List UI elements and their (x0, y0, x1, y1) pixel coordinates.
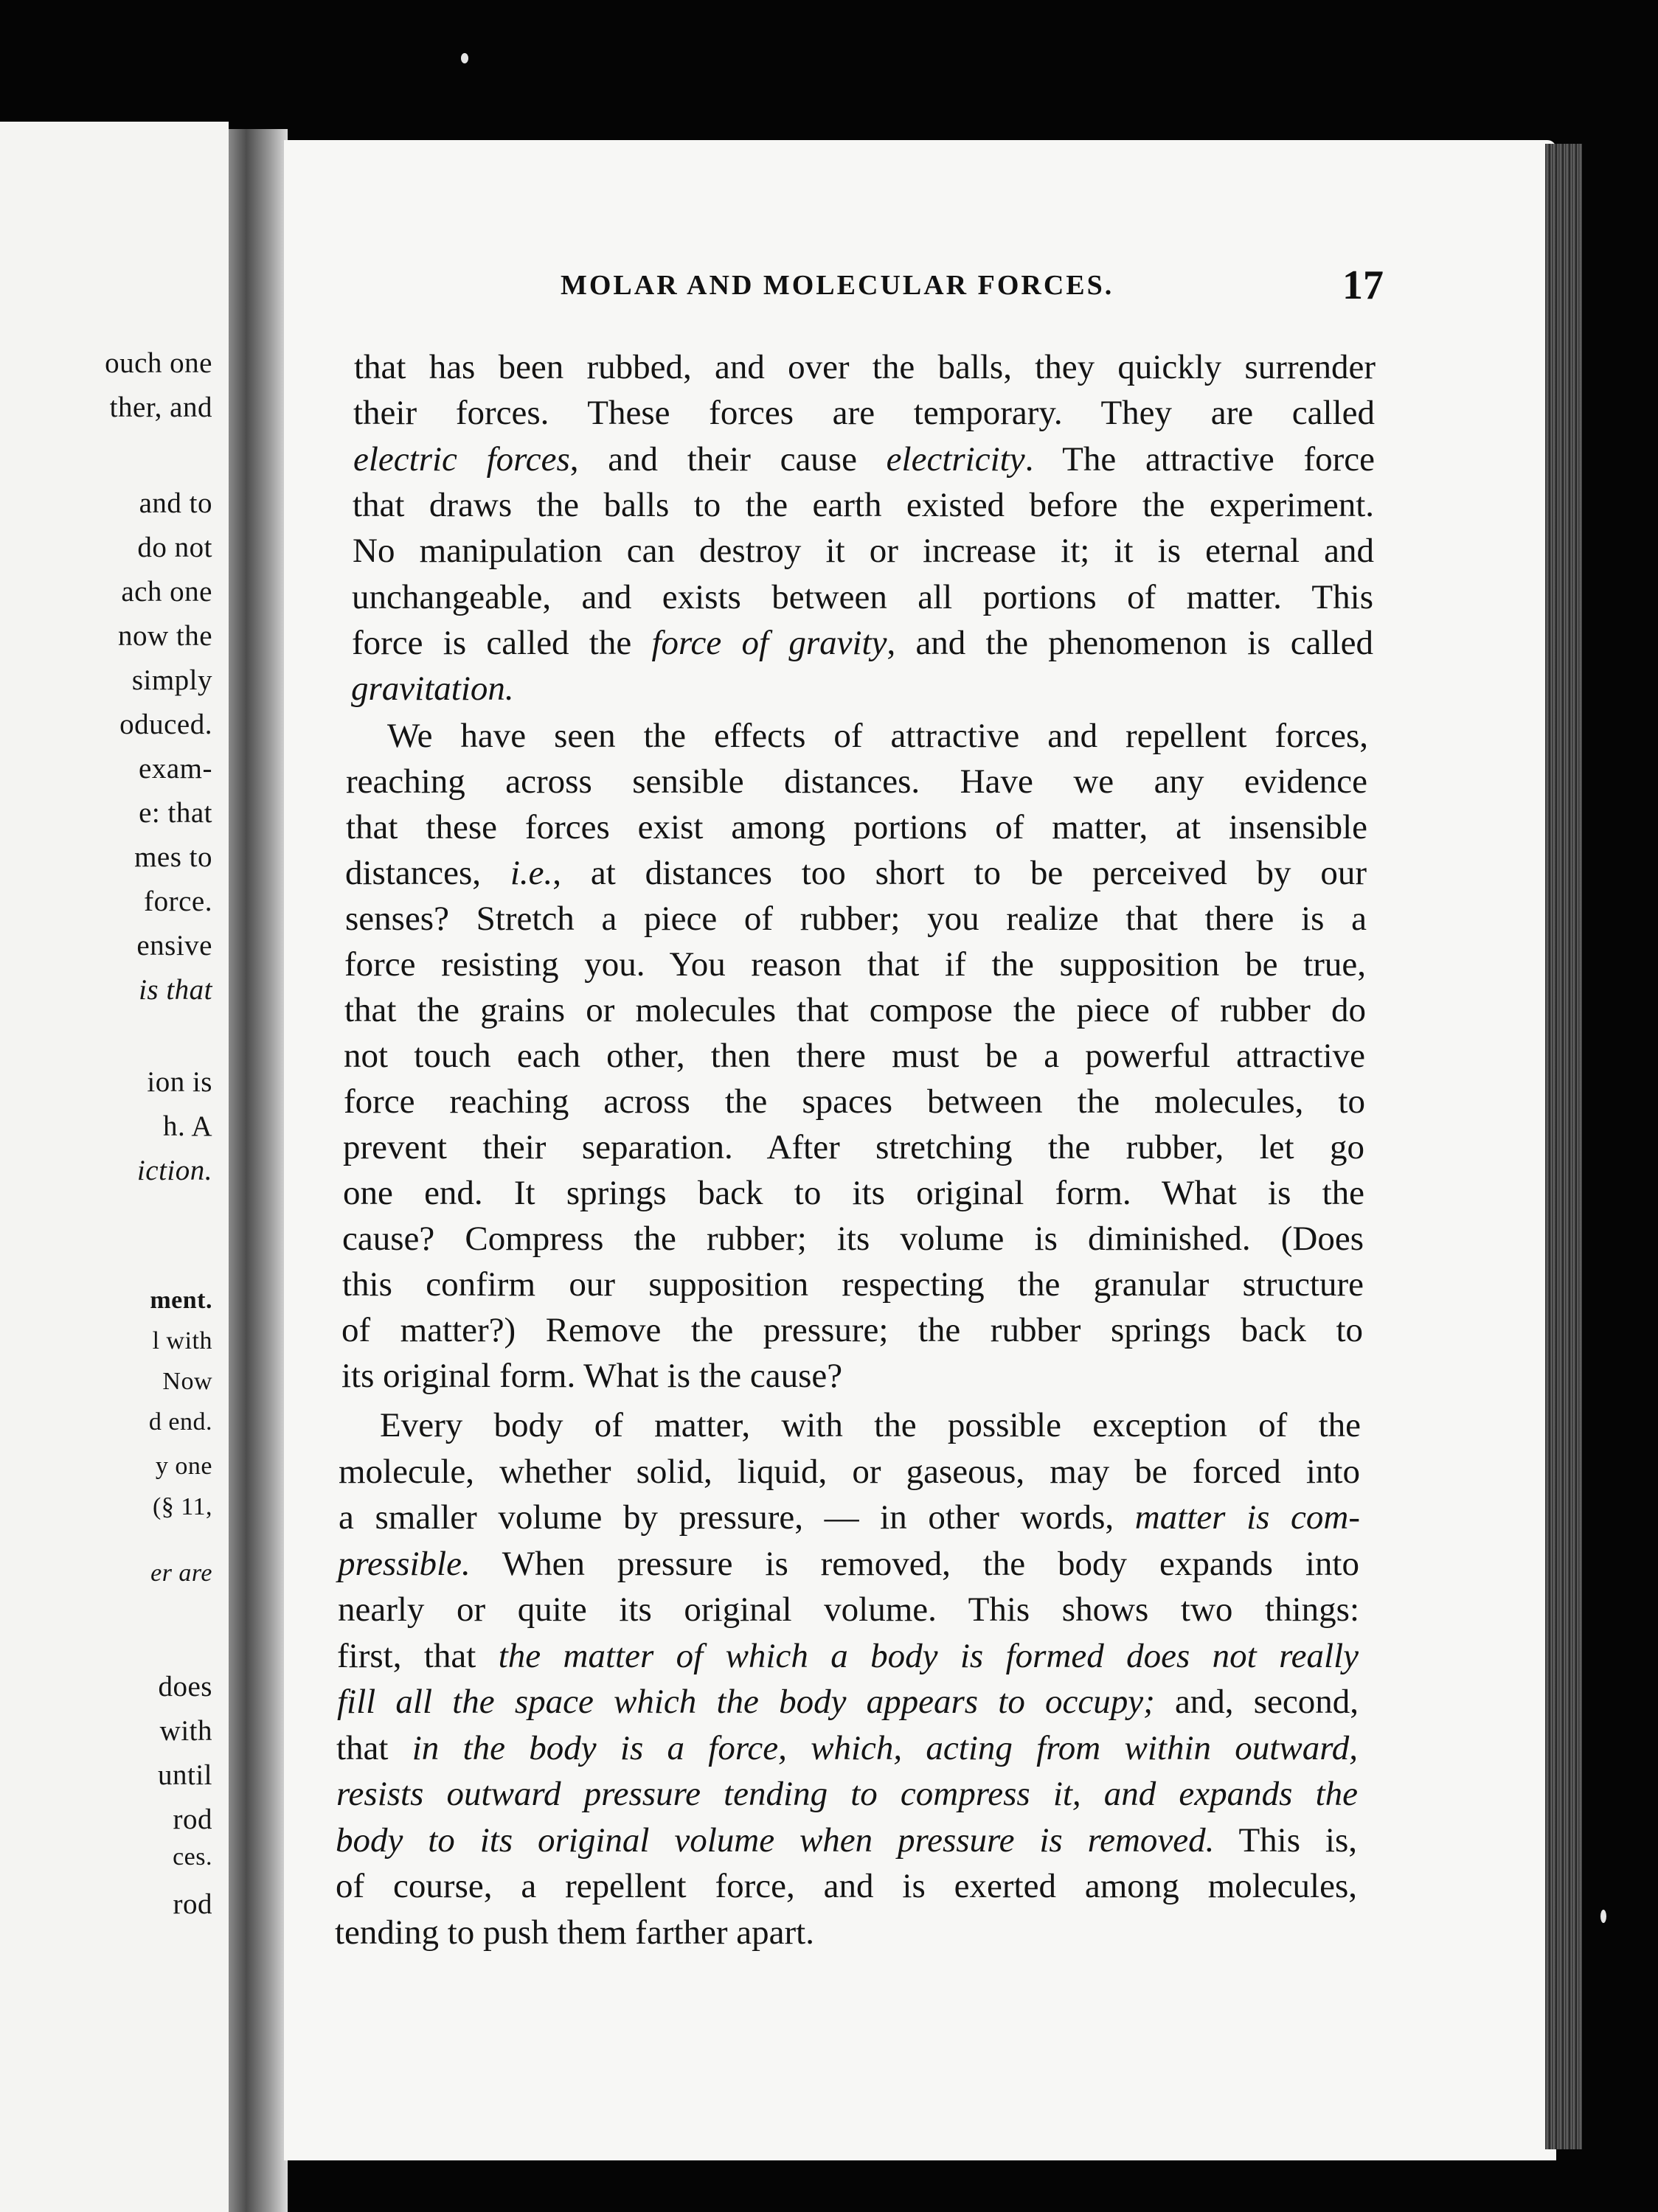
text-segment: . The attractive force (1024, 440, 1375, 479)
left-page-line: rod (173, 1888, 212, 1920)
text-line (342, 1267, 1364, 1302)
text-line (343, 1176, 1364, 1211)
left-page-line: ces. (173, 1843, 212, 1871)
text-line (351, 669, 1373, 708)
text-segment: tending to push them farther apart. (335, 1913, 814, 1952)
book-gutter (229, 129, 288, 2212)
text-line (341, 1313, 1363, 1348)
italic-segment: body to its original volume when pressure is removed. (336, 1821, 1215, 1860)
text-line (344, 1039, 1365, 1074)
left-page-line: force. (144, 886, 212, 917)
text-line (352, 626, 1373, 661)
italic-segment: pressible. (338, 1545, 471, 1583)
previous-page-fragment (0, 122, 229, 2212)
text-line (346, 810, 1367, 845)
text-segment: When pressure is removed, the body expands into (470, 1545, 1359, 1583)
text-segment: that has been rubbed, and over the balls, they quickly surrender (354, 348, 1376, 386)
left-page-line: er are (150, 1559, 212, 1587)
left-page-line: d end. (148, 1408, 212, 1436)
left-page-line: until (157, 1759, 212, 1791)
left-page-line: simply (131, 664, 212, 696)
page-edges (1545, 144, 1582, 2149)
left-page-line: ensive (136, 930, 212, 961)
text-segment: one end. It springs back to its original form. What is the (343, 1174, 1364, 1212)
text-line (338, 1547, 1359, 1582)
text-segment: that (336, 1729, 412, 1767)
text-segment: not touch each other, then there must be a powerful attractive (344, 1037, 1365, 1075)
left-page-line: ach one (121, 576, 212, 608)
text-segment: senses? Stretch a piece of rubber; you realize that there is a (345, 900, 1367, 938)
left-page-line: with (159, 1715, 212, 1747)
text-segment: of course, a repellent force, and is exerted among molecules, (336, 1867, 1357, 1905)
text-segment: molecule, whether solid, liquid, or gaseous, may be forced into (339, 1453, 1360, 1491)
text-line (335, 1913, 1356, 1952)
text-line (338, 1590, 1359, 1629)
text-segment: reaching across sensible distances. Have we any evidence (346, 762, 1367, 801)
text-segment: that these forces exist among portions of matter, at insensible (346, 808, 1367, 846)
left-page-line: rod (173, 1804, 212, 1835)
left-page-line: Now (162, 1368, 212, 1395)
italic-segment: electricity (886, 440, 1025, 479)
text-segment: force resisting you. You reason that if the supposition be true, (344, 945, 1366, 984)
text-segment: cause? Compress the rubber; its volume is diminished. (Does (342, 1220, 1364, 1258)
scan-speck (461, 53, 468, 63)
left-page-line: mes to (134, 841, 212, 873)
italic-segment: electric forces (353, 440, 570, 479)
text-segment: that draws the balls to the earth existed before the experiment. (353, 486, 1374, 524)
text-segment: unchangeable, and exists between all portions of matter. This (352, 578, 1373, 616)
italic-segment: force of gravity (651, 624, 887, 662)
text-line (345, 902, 1367, 936)
text-line (337, 1685, 1359, 1719)
italic-segment: the matter of which a body is formed does not really (498, 1637, 1359, 1675)
text-line (353, 488, 1374, 523)
left-page-line: l with (152, 1327, 212, 1354)
text-line (346, 762, 1367, 801)
text-line (343, 1130, 1364, 1165)
text-line (344, 947, 1366, 982)
text-segment: distances, (345, 854, 510, 892)
text-line (337, 1639, 1359, 1674)
text-line (336, 1823, 1357, 1858)
text-segment: nearly or quite its original volume. This shows two things: (338, 1590, 1359, 1629)
text-segment: This is, (1214, 1821, 1357, 1860)
text-line (339, 1500, 1360, 1535)
text-segment: We have seen the effects of attractive and repellent forces, (387, 717, 1368, 755)
left-page-line: (§ 11, (152, 1493, 212, 1520)
text-line (342, 1222, 1364, 1256)
left-page-line: ion is (147, 1066, 212, 1098)
text-line (353, 442, 1375, 477)
left-page-line: oduced. (119, 709, 212, 740)
text-segment: first, that (337, 1637, 499, 1675)
text-segment: its original form. What is the cause? (341, 1357, 843, 1395)
left-page-line: e: that (139, 797, 212, 829)
text-segment: and, second, (1154, 1683, 1359, 1721)
italic-segment: resists outward pressure tending to compress it, and expands the (336, 1775, 1358, 1813)
left-page-line: ouch one (105, 347, 212, 379)
italic-segment: gravitation. (351, 669, 514, 708)
left-page-line: ment. (150, 1287, 212, 1314)
left-page-line: iction. (136, 1155, 212, 1186)
text-segment: Every body of matter, with the possible exception of the (380, 1406, 1361, 1444)
text-segment: force is called the (352, 624, 652, 662)
italic-segment: matter is com- (1134, 1498, 1360, 1537)
scan-speck (1600, 1910, 1606, 1923)
text-segment: a smaller volume by pressure, — in other words, (339, 1498, 1135, 1537)
left-page-line: do not (137, 532, 212, 563)
text-segment: their forces. These forces are temporary. They are called (353, 394, 1375, 432)
text-segment: No manipulation can destroy it or increase it; it is eternal and (353, 532, 1374, 570)
text-line (352, 580, 1373, 615)
text-line (344, 1082, 1365, 1121)
text-line (345, 856, 1367, 891)
text-segment: force reaching across the spaces between the molecules, to (344, 1082, 1365, 1121)
left-page-line: exam- (139, 753, 212, 785)
text-line (336, 1869, 1357, 1904)
text-line (339, 1455, 1360, 1489)
text-segment: , at distances too short to be perceived by our (552, 854, 1367, 892)
left-page-line: ther, and (109, 392, 212, 423)
running-title: MOLAR AND MOLECULAR FORCES. (561, 270, 1114, 301)
text-line (387, 719, 1368, 754)
text-line (336, 1777, 1358, 1812)
text-segment: , and their cause (569, 440, 887, 479)
left-page-line: h. A (162, 1110, 212, 1142)
text-segment: that the grains or molecules that compose the piece of rubber do (344, 991, 1366, 1029)
left-page-line: and to (139, 487, 212, 519)
text-line (341, 1359, 1363, 1394)
text-line (353, 396, 1375, 431)
text-line (353, 534, 1374, 568)
text-segment: , and the phenomenon is called (887, 624, 1374, 662)
text-segment: this confirm our supposition respecting the granular structure (342, 1265, 1364, 1304)
italic-segment: in the body is a force, which, acting from within outward, (412, 1729, 1358, 1767)
left-page-line: y one (155, 1453, 212, 1480)
left-page-line: now the (117, 620, 212, 652)
left-page-line: does (158, 1671, 212, 1703)
text-segment: of matter?) Remove the pressure; the rubber springs back to (341, 1311, 1363, 1349)
text-line (336, 1731, 1358, 1766)
italic-segment: i.e. (510, 854, 553, 892)
text-line (380, 1408, 1361, 1443)
italic-segment: fill all the space which the body appears to occupy; (337, 1683, 1155, 1721)
text-segment: prevent their separation. After stretching the rubber, let go (343, 1128, 1364, 1166)
text-line (354, 350, 1376, 385)
text-line (344, 993, 1366, 1028)
left-page-line: is that (139, 974, 212, 1006)
page-number: 17 (1342, 262, 1384, 308)
